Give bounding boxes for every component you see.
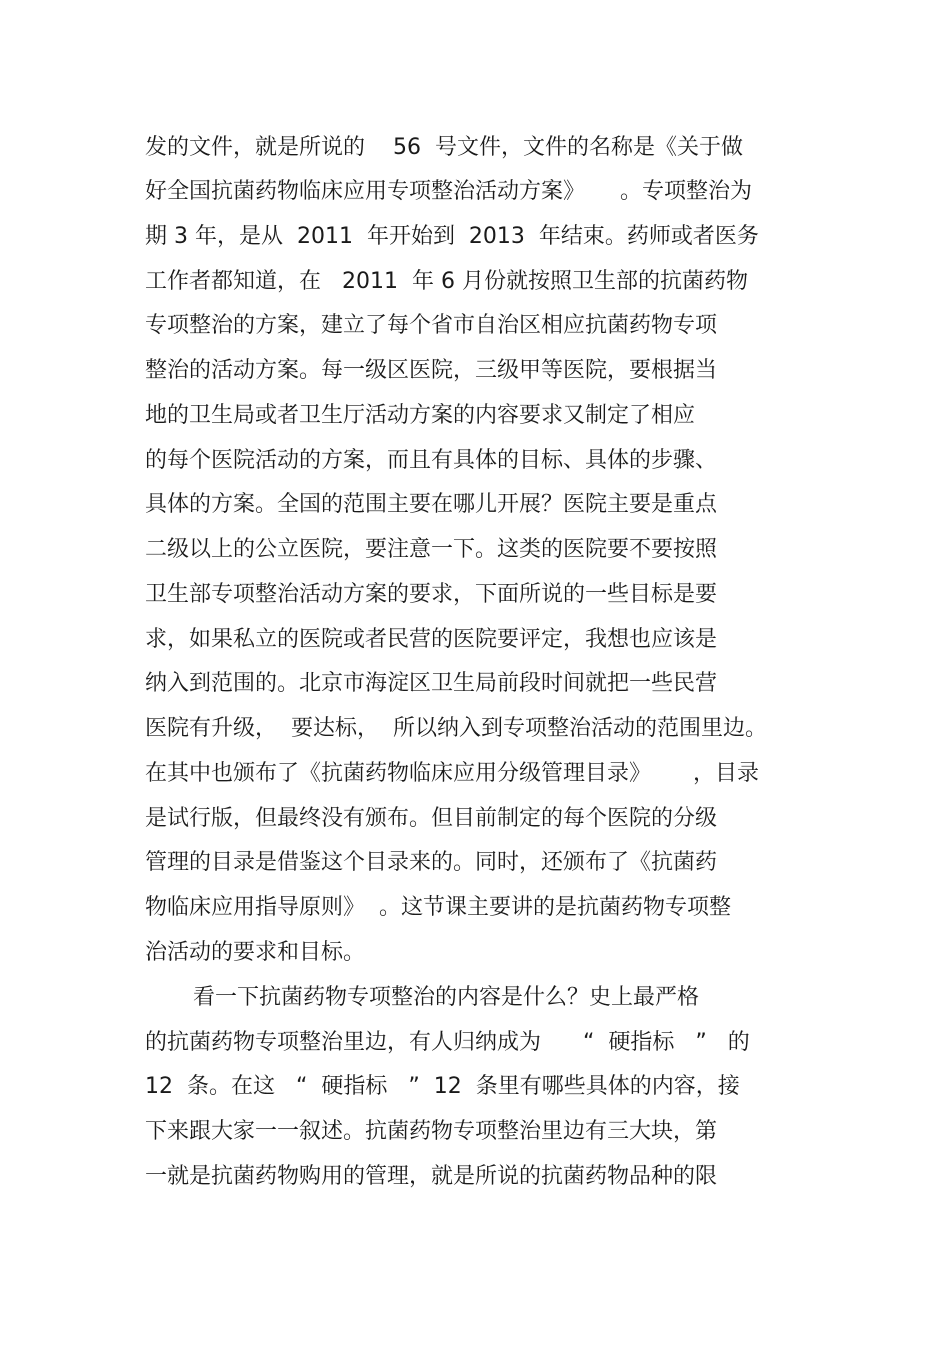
text-line: 工作者都知道，在 2011 年 6 月份就按照卫生部的抗菌药物 <box>145 269 748 294</box>
text-line: 整治的活动方案。每一级区医院，三级甲等医院，要根据当 <box>145 358 718 383</box>
text-line: 的抗菌药物专项整治里边，有人归纳成为 “ 硬指标 ” 的 <box>145 1030 750 1055</box>
text-line: 求，如果私立的医院或者民营的医院要评定，我想也应该是 <box>145 627 718 652</box>
text-line: 管理的目录是借鉴这个目录来的。同时，还颁布了《抗菌药 <box>145 850 718 875</box>
text-line: 看一下抗菌药物专项整治的内容是什么？史上最严格 <box>193 985 700 1010</box>
text-line: 发的文件，就是所说的 56 号文件，文件的名称是《关于做 <box>145 135 743 160</box>
text-line: 一就是抗菌药物购用的管理，就是所说的抗菌药物品种的限 <box>145 1164 718 1189</box>
text-line: 好全国抗菌药物临床应用专项整治活动方案》 。专项整治为 <box>145 179 752 204</box>
text-line: 治活动的要求和目标。 <box>145 940 366 965</box>
text-line: 专项整治的方案，建立了每个省市自治区相应抗菌药物专项 <box>145 313 718 338</box>
text-line: 的每个医院活动的方案，而且有具体的目标、具体的步骤、 <box>145 448 718 473</box>
text-line: 在其中也颁布了《抗菌药物临床应用分级管理目录》 ，目录 <box>145 761 759 786</box>
text-line: 物临床应用指导原则》 。这节课主要讲的是抗菌药物专项整 <box>145 895 731 920</box>
text-line: 卫生部专项整治活动方案的要求，下面所说的一些目标是要 <box>145 582 718 607</box>
text-line: 医院有升级， 要达标， 所以纳入到专项整治活动的范围里边。 <box>145 716 767 741</box>
text-line: 二级以上的公立医院，要注意一下。这类的医院要不要按照 <box>145 537 718 562</box>
text-line: 具体的方案。全国的范围主要在哪儿开展？医院主要是重点 <box>145 492 718 517</box>
text-line: 12 条。在这 “ 硬指标 ” 12 条里有哪些具体的内容，接 <box>145 1074 740 1099</box>
text-line: 纳入到范围的。北京市海淀区卫生局前段时间就把一些民营 <box>145 671 718 696</box>
text-line: 是试行版，但最终没有颁布。但目前制定的每个医院的分级 <box>145 806 718 831</box>
text-line: 地的卫生局或者卫生厅活动方案的内容要求又制定了相应 <box>145 403 696 428</box>
text-line: 下来跟大家一一叙述。抗菌药物专项整治里边有三大块，第 <box>145 1119 718 1144</box>
text-line: 期 3 年，是从 2011 年开始到 2013 年结束。药师或者医务 <box>145 224 759 249</box>
